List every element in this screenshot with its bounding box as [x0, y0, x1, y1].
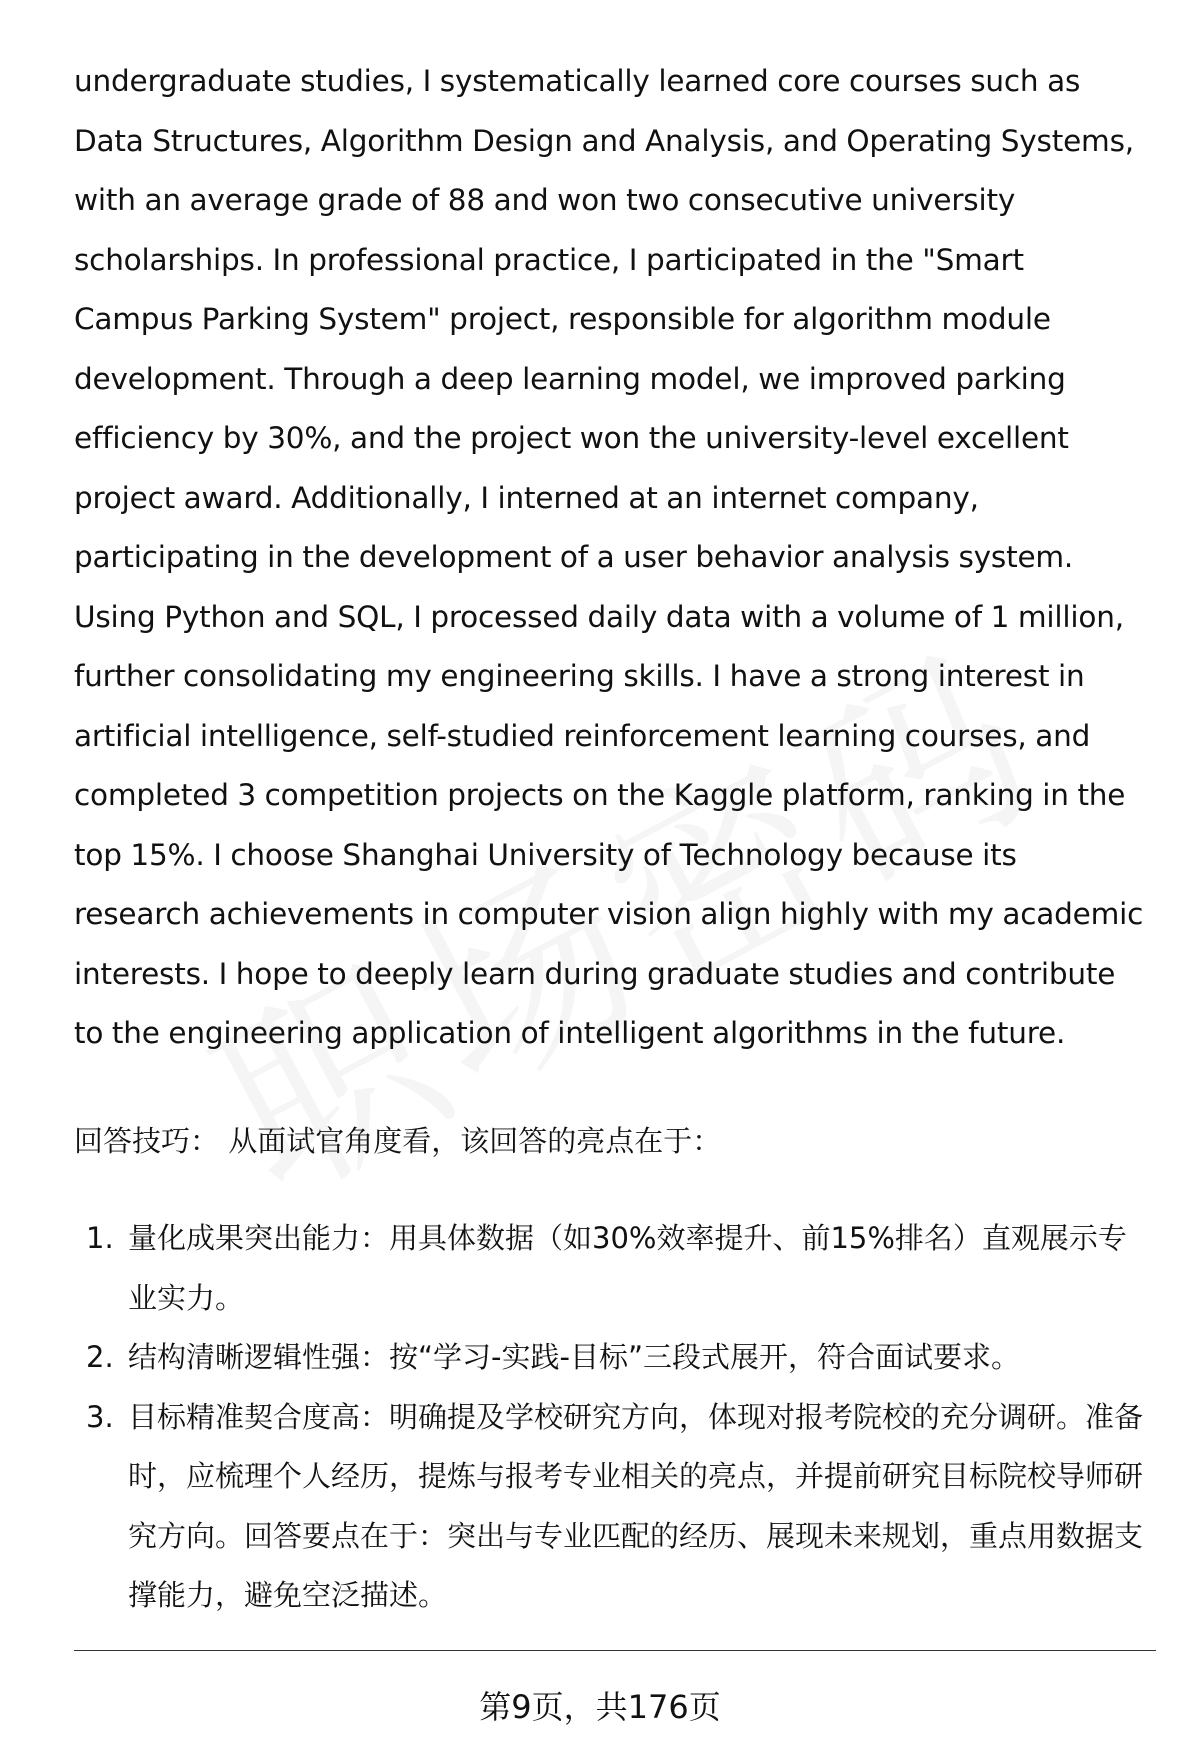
tip-number: 1.	[86, 1221, 114, 1255]
tip-item	[74, 1328, 1146, 1388]
tips-list	[74, 1209, 1146, 1626]
tip-text: 结构清晰逻辑性强：按“学习-实践-目标”三段式展开，符合面试要求。	[128, 1340, 1020, 1374]
tip-item	[74, 1209, 1146, 1328]
tip-number: 2.	[86, 1340, 114, 1374]
tip-text: 目标精准契合度高：明确提及学校研究方向，体现对报考院校的充分调研。准备时，应梳理个人经历，提炼与报考专业相关的亮点，并提前研究目标院校导师研究方向。回答要点在于：突出与专业匹配的经历、展现未来规划，重点用数据支撑能力，避免空泛描述。	[128, 1399, 1144, 1612]
tip-number: 3.	[86, 1399, 114, 1434]
tip-item	[74, 1388, 1146, 1626]
page-number: 第9页，共176页	[479, 1688, 721, 1726]
tip-text: 量化成果突出能力：用具体数据（如30%效率提升、前15%排名）直观展示专业实力。	[128, 1221, 1127, 1315]
footer-divider	[74, 1650, 1156, 1651]
tips-heading: 回答技巧： 从面试官角度看，该回答的亮点在于：	[74, 1123, 722, 1158]
answer-paragraph: undergraduate studies, I systematically learned core courses such as Data Structures, Algorithm Design and Analysis, and Operating Systems, with an average grade of 88 and won two consecutive university scholarships. In professional practice, I participated in the "Smart Campus Parking System" project, responsible for algorithm module development. Through a deep learning model, we improved parking efficiency by 30%, and the project won the university-level excellent project award. Additionally, I interned at an internet company, participating in the development of a user behavior analysis system. Using Python and SQL, I processed daily data with a volume of 1 million, further consolidating my engineering skills. I have a strong interest in artificial intelligence, self-studied reinforcement learning courses, and completed 3 competition projects on the Kaggle platform, ranking in the top 15%. I choose Shanghai University of Technology because its research achievements in computer vision align highly with my academic interests. I hope to deeply learn during graduate studies and contribute to the engineering application of intelligent algorithms in the future.	[74, 64, 1144, 1050]
page-content	[74, 52, 1146, 1626]
